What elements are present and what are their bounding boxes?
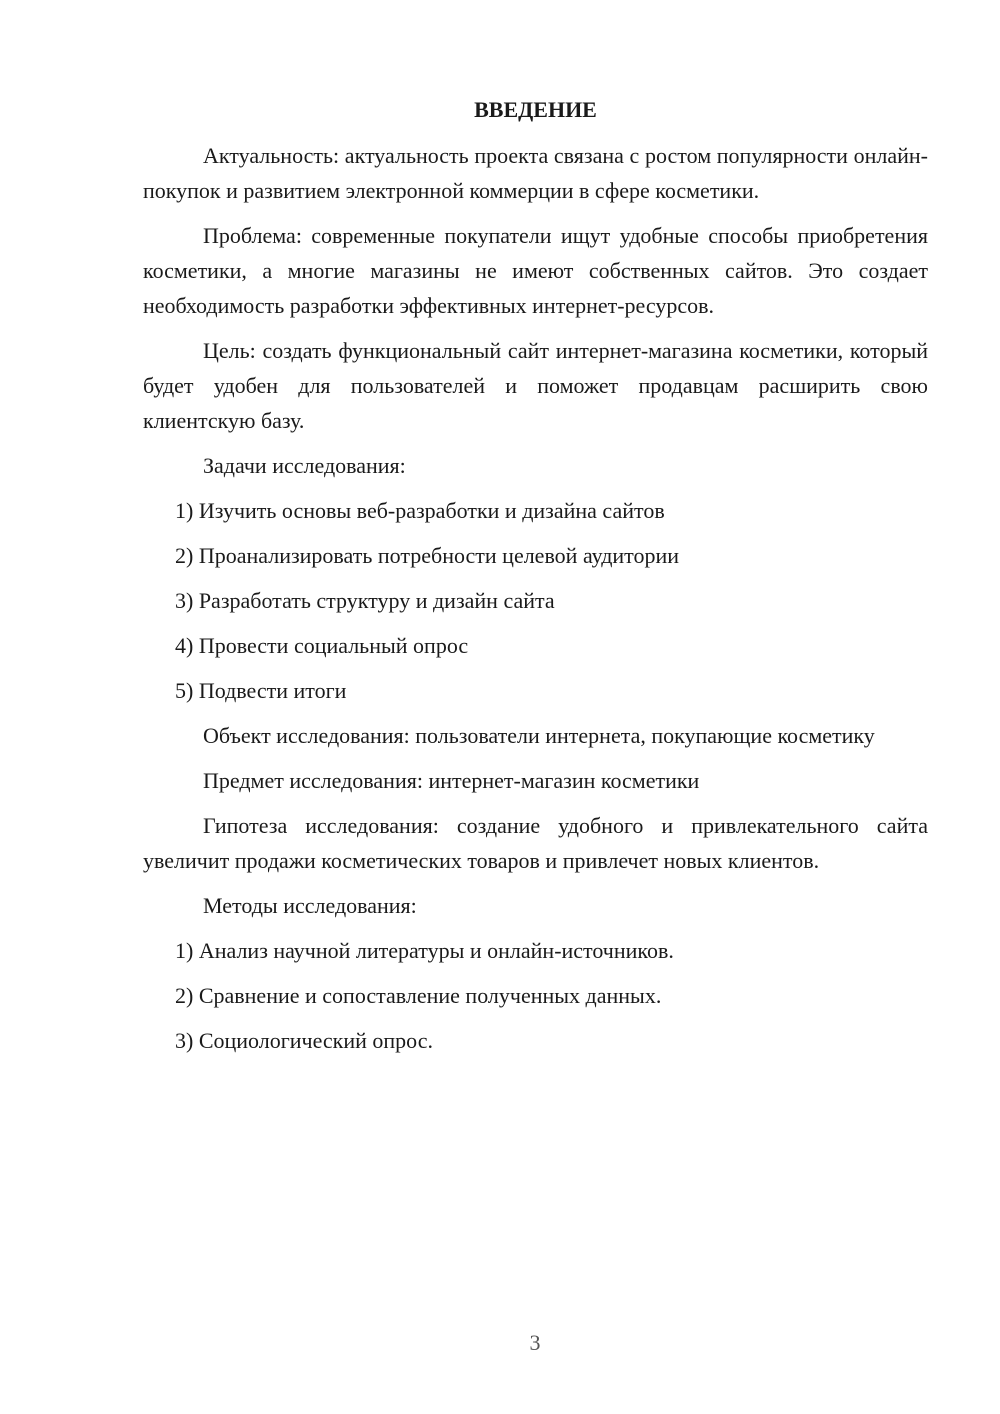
list-item: 2) Сравнение и сопоставление полученных данных. (175, 983, 662, 1008)
document-page (143, 92, 928, 1068)
hypothesis-paragraph: Гипотеза исследования: создание удобного и привлекательного сайта увеличит продажи косметических товаров и привлечет новых клиентов. (143, 813, 928, 873)
subject-paragraph: Предмет исследования: интернет-магазин косметики (203, 768, 700, 793)
list-item: 2) Проанализировать потребности целевой аудитории (175, 543, 680, 568)
section-title: ВВЕДЕНИЕ (474, 97, 597, 122)
object-paragraph: Объект исследования: пользователи интернета, покупающие косметику (203, 723, 875, 748)
list-item: 5) Подвести итоги (175, 678, 347, 703)
relevance-paragraph: Актуальность: актуальность проекта связана с ростом популярности онлайн-покупок и развитием электронной коммерции в сфере косметики. (143, 143, 928, 203)
methods-heading: Методы исследования: (203, 893, 417, 918)
list-item: 1) Анализ научной литературы и онлайн-источников. (175, 938, 674, 963)
methods-list (143, 933, 928, 1058)
problem-paragraph: Проблема: современные покупатели ищут удобные способы приобретения косметики, а многие магазины не имеют собственных сайтов. Это создает необходимость разработки эффективных интернет-ресурсов. (143, 223, 928, 318)
list-item: 1) Изучить основы веб-разработки и дизайна сайтов (175, 498, 665, 523)
tasks-list (143, 493, 928, 708)
list-item: 4) Провести социальный опрос (175, 633, 469, 658)
list-item: 3) Социологический опрос. (175, 1028, 433, 1053)
page-number: 3 (529, 1330, 541, 1355)
goal-paragraph: Цель: создать функциональный сайт интернет-магазина косметики, который будет удобен для пользователей и поможет продавцам расширить свою клиентскую базу. (143, 338, 928, 433)
tasks-heading: Задачи исследования: (203, 453, 406, 478)
list-item: 3) Разработать структуру и дизайн сайта (175, 588, 555, 613)
